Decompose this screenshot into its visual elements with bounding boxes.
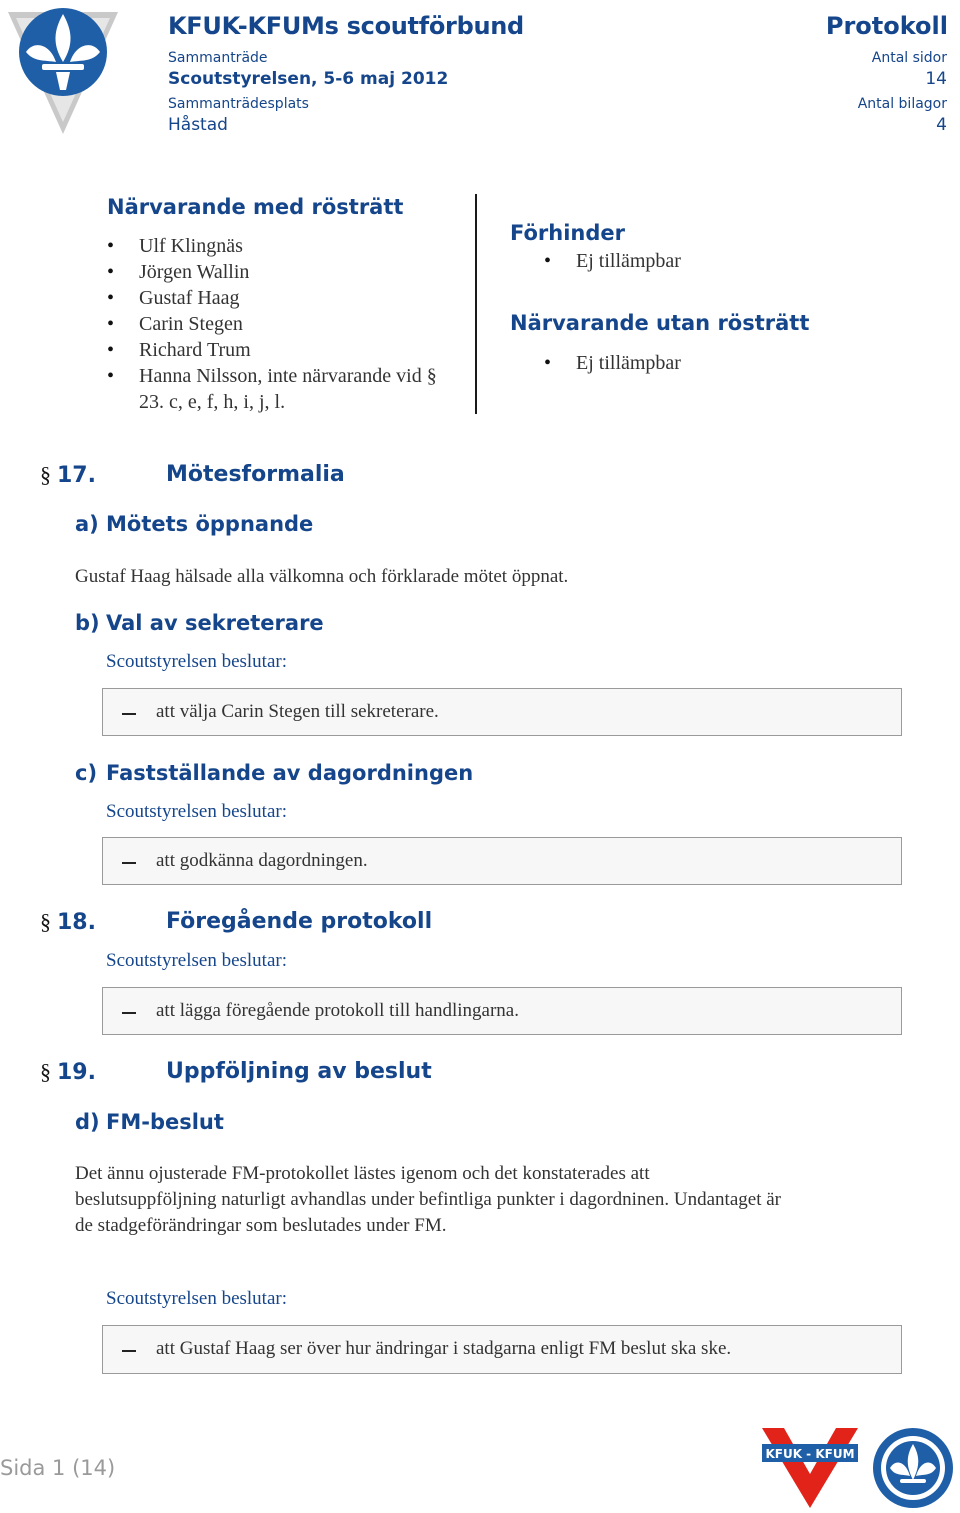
voting-heading: Närvarande med rösträtt xyxy=(107,195,404,219)
decision-box xyxy=(102,987,902,1035)
nonvoting-list xyxy=(544,350,844,376)
section-19-number: § 19. xyxy=(40,1059,96,1085)
voting-members-list xyxy=(107,233,447,415)
place-value: Håstad xyxy=(168,115,228,135)
section-19-title: Uppföljning av beslut xyxy=(166,1059,432,1084)
subsection-a-heading: a) Mötets öppnande xyxy=(75,512,314,536)
kfuk-kfum-logo xyxy=(760,1424,860,1510)
section-18-number: § 18. xyxy=(40,909,96,935)
paragraph-sign: § xyxy=(40,1059,51,1084)
document-type: Protokoll xyxy=(825,12,948,40)
dash-marker xyxy=(122,1012,136,1014)
dash-marker xyxy=(122,862,136,864)
attachments-label: Antal bilagor xyxy=(857,96,947,112)
attachments-value: 4 xyxy=(936,115,947,135)
dash-marker xyxy=(122,1350,136,1352)
decision-box xyxy=(102,688,902,736)
subsection-c-heading: c) Fastställande av dagordningen xyxy=(75,761,474,785)
pages-value: 14 xyxy=(925,69,947,89)
meeting-value: Scoutstyrelsen, 5-6 maj 2012 xyxy=(168,69,449,89)
list-item: • Ej tillämpbar xyxy=(544,350,844,376)
absent-list xyxy=(544,248,844,274)
subsection-d-heading: d) FM-beslut xyxy=(75,1110,224,1134)
list-item: • Gustaf Haag xyxy=(107,285,447,311)
paragraph-sign: § xyxy=(40,462,51,487)
decision-text: att godkänna dagordningen. xyxy=(156,850,368,871)
section-17-title: Mötesformalia xyxy=(166,462,345,487)
decision-text: att Gustaf Haag ser över hur ändringar i stadgarna enligt FM beslut ska ske. xyxy=(156,1338,732,1359)
paragraph-sign: § xyxy=(40,909,51,934)
subsection-d-line-2: beslutsuppföljning naturligt avhandlas under befintliga punkter i dagordninen. Undantaget är xyxy=(75,1189,781,1210)
dash-marker xyxy=(122,713,136,715)
list-item: • Ulf Klingnäs xyxy=(107,233,447,259)
subsection-b-heading: b) Val av sekreterare xyxy=(75,611,324,635)
nonvoting-heading: Närvarande utan rösträtt xyxy=(510,311,810,335)
scout-fleur-de-lis-logo xyxy=(4,0,122,138)
list-item: • Ej tillämpbar xyxy=(544,248,844,274)
decision-box xyxy=(102,837,902,885)
decision-text: att lägga föregående protokoll till handlingarna. xyxy=(156,1000,519,1021)
decision-text: att välja Carin Stegen till sekreterare. xyxy=(156,701,439,722)
list-item: • Richard Trum xyxy=(107,337,447,363)
scout-emblem-icon xyxy=(870,1424,956,1512)
subsection-a-text: Gustaf Haag hälsade alla välkomna och förklarade mötet öppnat. xyxy=(75,566,569,587)
section-18-title: Föregående protokoll xyxy=(166,909,433,934)
section-17-number: § 17. xyxy=(40,462,96,488)
decision-label: Scoutstyrelsen beslutar: xyxy=(106,1288,287,1309)
subsection-d-line-3: de stadgeförändringar som beslutades under FM. xyxy=(75,1215,447,1236)
pages-label: Antal sidor xyxy=(871,50,947,66)
place-label: Sammanträdesplats xyxy=(168,96,309,112)
subsection-d-line-1: Det ännu ojusterade FM-protokollet lästes igenom och det konstaterades att xyxy=(75,1163,650,1184)
column-divider xyxy=(475,194,477,414)
decision-label: Scoutstyrelsen beslutar: xyxy=(106,950,287,971)
absent-heading: Förhinder xyxy=(510,221,626,245)
meeting-label: Sammanträde xyxy=(168,50,268,66)
decision-label: Scoutstyrelsen beslutar: xyxy=(106,651,287,672)
decision-label: Scoutstyrelsen beslutar: xyxy=(106,801,287,822)
list-item: • Carin Stegen xyxy=(107,311,447,337)
list-item: • Hanna Nilsson, inte närvarande vid § 23. c, e, f, h, i, j, l. xyxy=(107,363,447,415)
list-item: • Jörgen Wallin xyxy=(107,259,447,285)
svg-text:KFUK - KFUM: KFUK - KFUM xyxy=(765,1447,855,1461)
page-number-label: Sida 1 (14) xyxy=(0,1456,116,1480)
decision-box xyxy=(102,1325,902,1374)
organization-name: KFUK-KFUMs scoutförbund xyxy=(168,12,524,40)
